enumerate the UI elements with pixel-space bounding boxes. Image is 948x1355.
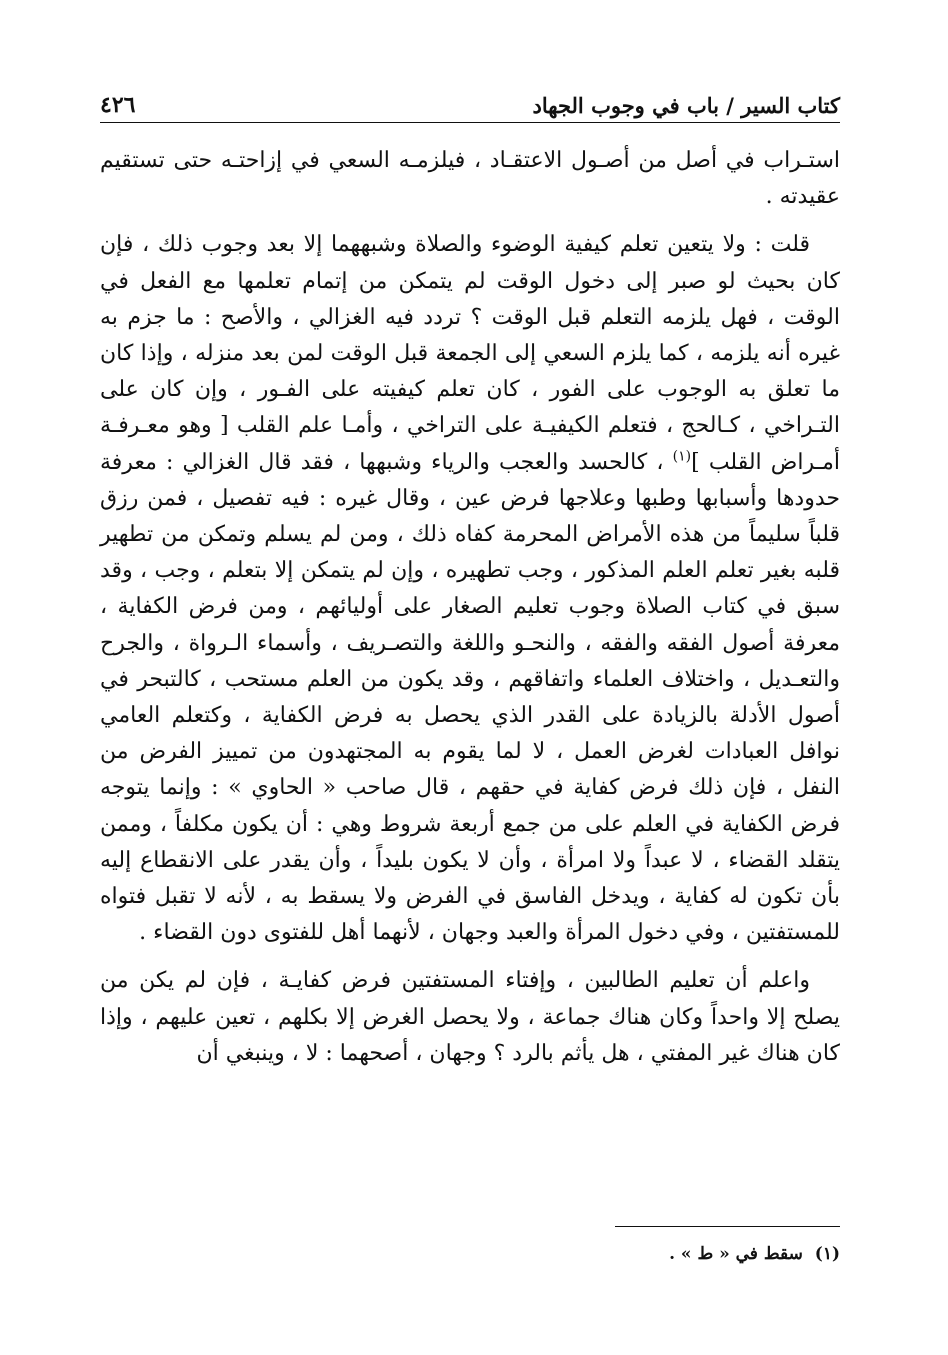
footnote-marker: (١) <box>672 448 692 465</box>
footnote-text: سقط في « ط » . <box>669 1244 803 1264</box>
paragraph-qultu <box>100 227 840 951</box>
paragraph-waalam: واعلم أن تعليم الطالبين ، وإفتاء المستفتين فرض كفايـة ، فإن لم يكن من يصلح إلا واحداً وكان هناك جماعة ، ولا يحصل الغرض إلا بكلهم ، تعين عليهم ، وإذا كان هناك غير المفتي ، هل يأثم بالرد ؟ وجهان ، أصحهما : لا ، وينبغي أن <box>100 968 840 1066</box>
page-body <box>100 143 840 1072</box>
book-page <box>100 78 840 1084</box>
page-number: ٤٢٦ <box>100 92 136 118</box>
paragraph-qultu-continuation: ، كالحسد والعجب والرياء وشبهها ، فقد قال الغزالي : معرفة حدودها وأسبابها وطبها وعلاجها فرض عين ، وقال غيره : فيه تفصيل ، فمن رزق قلباً سليماً من هذه الأمراض المحرمة كفاه ذلك ، ومن لم يسلم وتمكن من تطهير قلبه بغير تعلم العلم المذكور ، وجب تطهيره ، وإن لم يتمكن إلا بتعلم ، وجب ، وقد سبق في كتاب الصلاة وجوب تعليم الصغار على أوليائهم ، ومن فرض الكفاية ، معرفة أصول الفقه والفقه ، والنحـو واللغة والتصـريف ، وأسماء الـرواة ، والجرح والتعـديل ، واختلاف العلماء واتفاقهم ، وقد يكون من العلم مستحب ، كالتبحر في أصول الأدلة بالزيادة على القدر الذي يحصل به فرض الكفاية ، وكتعلم العامي نوافل العبادات لغرض العمل ، لا لما يقوم به المجتهدون من تمييز الفرض من النفل ، فإن ذلك فرض كفاية في حقهم ، قال صاحب « الحاوي » : وإنما يتوجه فرض الكفاية في العلم على من جمع أربعة شروط وهي : أن يكون مكلفاً ، وممن يتقلد القضاء ، لا عبداً ولا امرأة ، وأن لا يكون بليداً ، وأن يقدر على الانقطاع إليه بأن تكون له كفاية ، ويدخل الفاسق في الفرض ولا يسقط به ، لأنه لا تقبل فتواه للمستفتين ، وفي دخول المرأة والعبد وجهان ، لأنهما أهل للفتوى دون القضاء . <box>100 449 840 946</box>
page-header <box>100 78 840 123</box>
footnote-divider <box>615 1226 840 1227</box>
paragraph-qultu-text: قلت : ولا يتعين تعلم كيفية الوضوء والصلاة وشبههما إلا بعد وجوب ذلك ، فإن كان بحيث لو صبر إلى دخول الوقت لم يتمكن من إتمام تعلمها مع الفعل في الوقت ، فهل يلزمه التعلم قبل الوقت ؟ تردد فيه الغزالي ، والأصح : ما جزم به غيره أنه يلزمه ، كما يلزم السعي إلى الجمعة قبل الوقت لمن بعد منزله ، وإذا كان ما تعلق به الوجوب على الفور ، كان تعلم كيفيته على الفـور ، وإن كان على التـراخي ، كـالحج ، فتعلم الكيفيـة على التراخي ، وأمـا علم القلب [ وهو معـرفـة أمـراض القلب ] <box>100 232 840 475</box>
footnote <box>340 1242 840 1266</box>
footnote-number: (١) <box>814 1244 840 1264</box>
running-title: كتاب السير / باب في وجوب الجهاد <box>532 93 840 118</box>
paragraph-continued: استـراب في أصل من أصـول الاعتقـاد ، فيلزمـه السعي في إزاحتـه حتى تستقيم عقيدته . <box>100 148 840 210</box>
